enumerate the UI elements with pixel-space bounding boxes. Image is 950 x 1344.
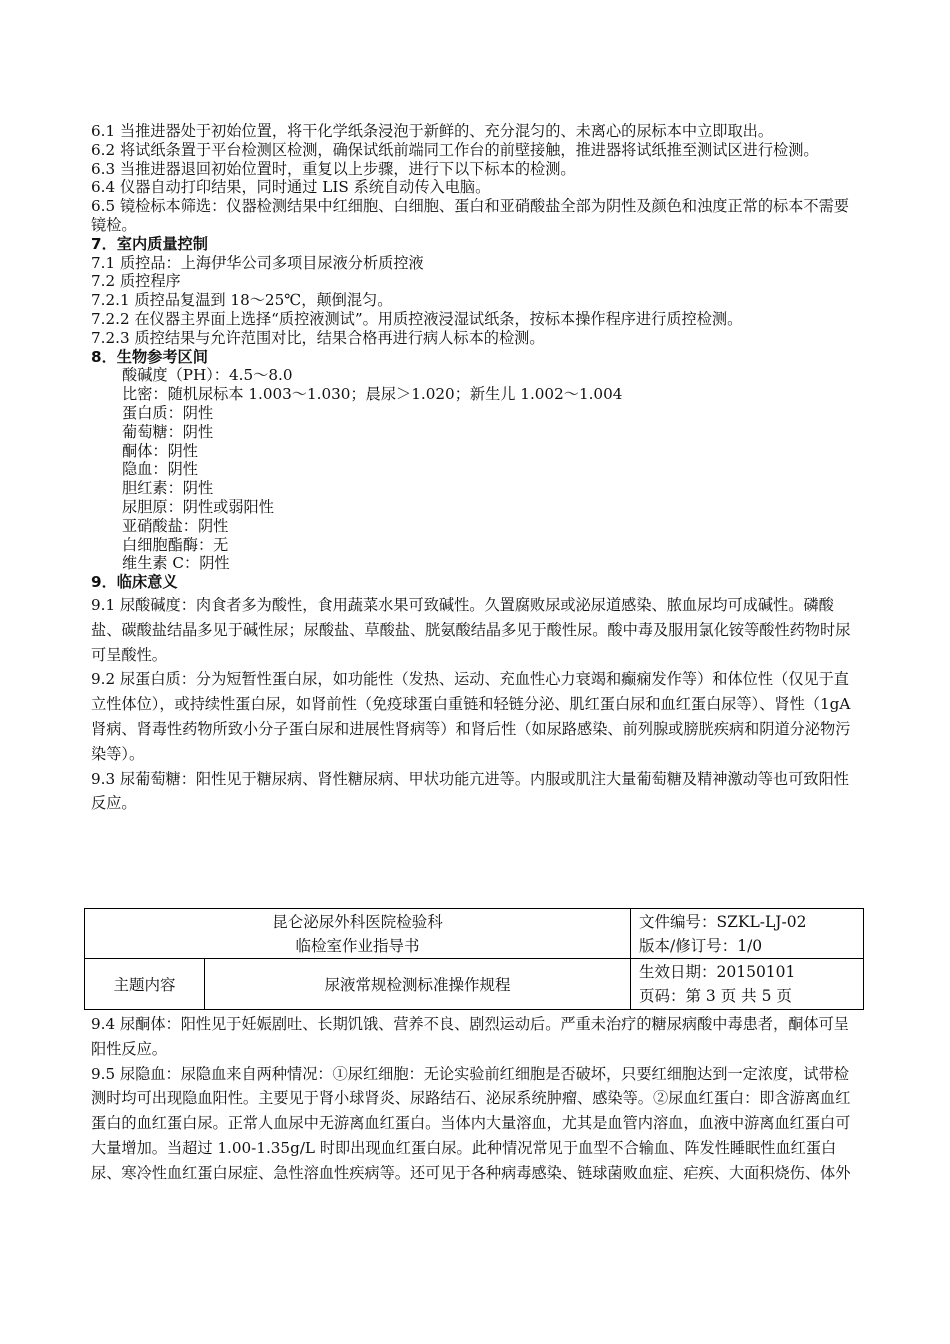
page-body-bottom [91, 1012, 861, 1186]
ref-vitamin-c: 维生素 C：阴性 [122, 554, 230, 573]
header-title-cell [85, 909, 631, 959]
page-number: 页码：第 3 页 共 5 页 [639, 987, 792, 1005]
document-header-table [84, 908, 864, 1010]
para-7-2-1: 7.2.1 质控品复温到 18～25℃，颠倒混匀。 [91, 291, 393, 310]
para-7-2-2: 7.2.2 在仪器主界面上选择“质控液测试”。用质控液浸湿试纸条，按标本操作程序进行质控检测。 [91, 309, 743, 328]
para-9-3: 9.3 尿葡萄糖：阳性见于糖尿病、肾性糖尿病、甲状功能亢进等。内服或肌注大量葡萄糖及精神激动等也可致阳性反应。 [91, 769, 849, 813]
header-date-cell [631, 959, 864, 1010]
header-meta-cell [631, 909, 864, 959]
para-9-5: 9.5 尿隐血：尿隐血来自两种情况：①尿红细胞：无论实验前红细胞是否破坏，只要红细胞达到一定浓度，试带检测时均可出现隐血阳性。主要见于肾小球肾炎、尿路结石、泌尿系统肿瘤、感染等。②尿血红蛋白：即含游离血红蛋白的血红蛋白尿。正常人血尿中无游离血红蛋白。当体内大量溶血，尤其是血管内溶血，血液中游离血红蛋白可大量增加。当超过 1.00-1.35g/L 时即出现血红蛋白尿。此种情况常见于血型不合输血、阵发性睡眠性血红蛋白尿、寒冷性血红蛋白尿症、急性溶血性疾病等。还可见于各种病毒感染、链球菌败血症、疟疾、大面积烧伤、体外 [91, 1064, 851, 1182]
para-6-5: 6.5 镜检标本筛选：仪器检测结果中红细胞、白细胞、蛋白和亚硝酸盐全部为阴性及颜色和浊度正常的标本不需要镜检。 [91, 197, 849, 234]
para-9-4: 9.4 尿酮体：阳性见于妊娠剧吐、长期饥饿、营养不良、剧烈运动后。严重未治疗的糖尿病酸中毒患者，酮体可呈阳性反应。 [91, 1015, 849, 1058]
para-6-2: 6.2 将试纸条置于平台检测区检测，确保试纸前端同工作台的前壁接触，推进器将试纸推至测试区进行检测。 [91, 140, 819, 159]
ref-bilirubin: 胆红素：阴性 [122, 479, 214, 498]
heading-7: 7．室内质量控制 [91, 234, 208, 253]
para-6-3: 6.3 当推进器退回初始位置时，重复以上步骤，进行下以下标本的检测。 [91, 159, 576, 178]
ref-urobilinogen: 尿胆原：阴性或弱阳性 [122, 497, 274, 516]
subject-label: 主题内容 [85, 959, 205, 1010]
ref-occult-blood: 隐血：阴性 [122, 460, 198, 479]
clinical-significance [91, 593, 861, 816]
ref-ph: 酸碱度（PH）：4.5～8.0 [122, 366, 293, 385]
hospital-name: 昆仑泌尿外科医院检验科 [272, 912, 443, 931]
ref-nitrite: 亚硝酸盐：阴性 [122, 516, 229, 535]
ref-protein: 蛋白质：阴性 [122, 403, 214, 422]
file-number: 文件编号：SZKL-LJ-02 [639, 912, 807, 931]
page-body-top [91, 122, 861, 816]
para-7-1: 7.1 质控品：上海伊华公司多项目尿液分析质控液 [91, 253, 424, 272]
ref-glucose: 葡萄糖：阴性 [122, 422, 214, 441]
para-6-4: 6.4 仪器自动打印结果，同时通过 LIS 系统自动传入电脑。 [91, 178, 491, 197]
effective-date: 生效日期：20150101 [639, 963, 796, 981]
subject-title: 尿液常规检测标准操作规程 [205, 959, 631, 1010]
para-6-1: 6.1 当推进器处于初始位置，将干化学纸条浸泡于新鲜的、充分混匀的、未离心的尿标本中立即取出。 [91, 122, 774, 140]
para-7-2-3: 7.2.3 质控结果与允许范围对比，结果合格再进行病人标本的检测。 [91, 328, 545, 347]
heading-9: 9．临床意义 [91, 573, 178, 592]
para-7-2: 7.2 质控程序 [91, 272, 181, 291]
version-number: 版本/修订号：1/0 [639, 936, 763, 955]
ref-leukocyte-esterase: 白细胞酯酶：无 [122, 535, 229, 554]
doc-type: 临检室作业指导书 [295, 936, 420, 955]
para-9-1: 9.1 尿酸碱度：肉食者多为酸性，食用蔬菜水果可致碱性。久置腐败尿或泌尿道感染、脓血尿均可成碱性。磷酸盐、碳酸盐结晶多见于碱性尿；尿酸盐、草酸盐、胱氨酸结晶多见于酸性尿。酸中毒及服用氯化铵等酸性药物时尿可呈酸性。 [91, 595, 851, 664]
para-9-2: 9.2 尿蛋白质：分为短暂性蛋白尿，如功能性（发热、运动、充血性心力衰竭和癫痫发作等）和体位性（仅见于直立性体位），或持续性蛋白尿，如肾前性（免疫球蛋白重链和轻链分泌、肌红蛋白尿和血红蛋白尿等）、肾性（1gA 肾病、肾毒性药物所致小分子蛋白尿和进展性肾病等）和肾后性（如尿路感染、前列腺或膀胱疾病和阴道分泌物污染等）。 [91, 670, 851, 763]
ref-ketone: 酮体：阴性 [122, 441, 198, 460]
heading-8: 8．生物参考区间 [91, 347, 208, 366]
ref-specific-gravity: 比密：随机尿标本 1.003～1.030；晨尿＞1.020；新生儿 1.002～1.004 [122, 385, 623, 404]
